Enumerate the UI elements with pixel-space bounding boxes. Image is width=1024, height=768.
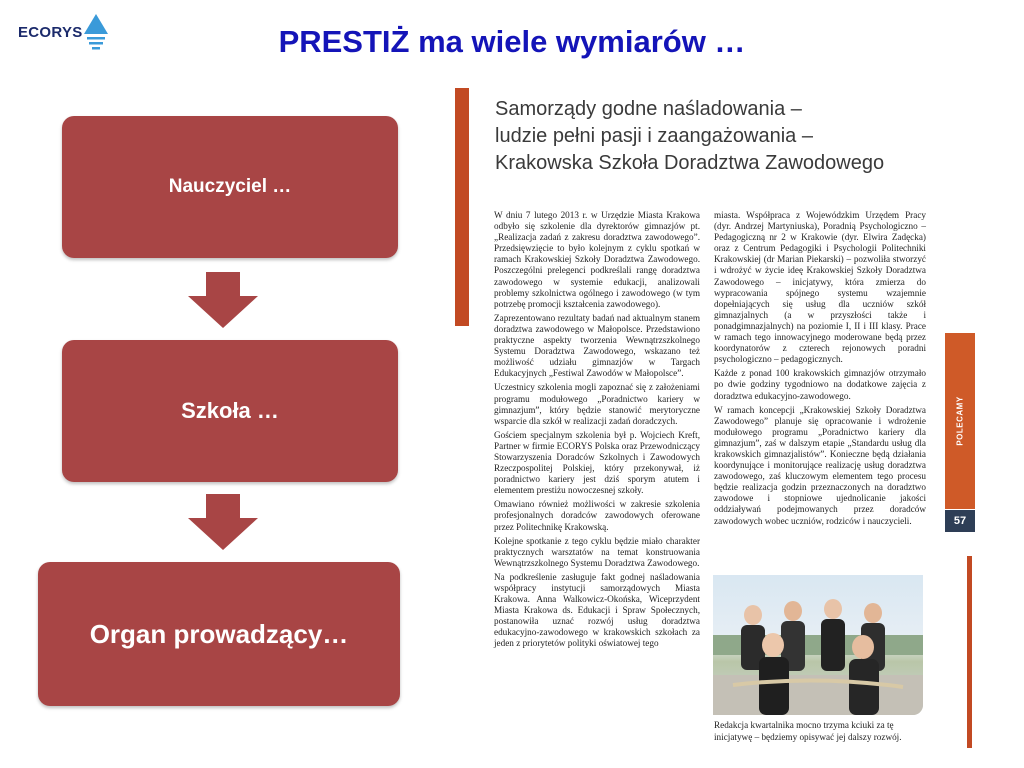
- section-tab: [945, 333, 975, 509]
- article-title-line: ludzie pełni pasji i zaangażowania –: [495, 125, 813, 147]
- article-paragraph: Zaprezentowano rezultaty badań nad aktualnym stanem doradztwa zawodowego w Małopolsce. Przedstawiono praktyczne aspekty tworzenia Wewnątrzszkolnego Systemu Doradztwa Zawodowego, wskazano też możliwość udziału gimnazjów w Targach Edukacyjnych „Festiwal Zawodów w Małopolsce”.: [494, 312, 700, 379]
- article-paragraph: Kolejne spotkanie z tego cyklu będzie miało charakter praktycznych warsztatów na temat konstruowania Wewnątrzszkolnego Systemu Doradztwa Zawodowego.: [494, 535, 700, 568]
- article-title-line: Samorządy godne naśladowania –: [495, 98, 802, 120]
- article-title: [495, 96, 935, 177]
- article-paragraph: Omawiano również możliwości w zakresie szkolenia profesjonalnych doradców zawodowych oferowane przez Politechnikę Krakowską.: [494, 499, 700, 532]
- article-paragraph: Na podkreślenie zasługuje fakt godnej naśladowania współpracy instytucji samorządowych Miasta Krakowa. Anna Walkowicz-Okońska, Wiceprzydent Miasta Krakowa ds. Edukacji i Spraw Społecznych, postanowiła uznać rozwój usług doradztwa edukacyjno-zawodowego w krakowskich szkołach za jeden z priorytetów polityki oświatowej tego: [494, 571, 700, 649]
- flow-box-school: Szkoła …: [62, 340, 398, 482]
- article-title-line: Krakowska Szkoła Doradztwa Zawodowego: [495, 152, 885, 174]
- flow-box-governing-body: Organ prowadzący…: [38, 562, 400, 706]
- article-paragraph: miasta. Współpraca z Wojewódzkim Urzędem Pracy (dyr. Andrzej Martyniuska), Poradnią Psychologiczno – Pedagogiczną nr 2 w Krakowie (dyr. Elwira Zadęcka) oraz z Centrum Pedagogiki i Psychologii Politechniki Krakowskiej (dr Marian Piekarski) – pozwoliła stworzyć i wdrożyć w życie ideę Krakowskiej Szkoły Doradztwa Zawodowego – inicjatywy, która zmierza do wypracowania spójnego systemu wzajemnie dopełniających się usług dla uczniów szkół gimnazjalnych (a w przyszłości także i ponadgimnazjalnych) na poziomie I, II i III klasy. Prace w ramach tego innowacyjnego moderowane będą przez koordynatorów z czterech rejonowych poradni psychologiczno – pedagogicznych.: [714, 210, 926, 365]
- logo-text: ECORYS: [18, 24, 83, 41]
- article-column-left: [494, 210, 700, 653]
- article-paragraph: Gościem specjalnym szkolenia był p. Wojciech Kreft, Partner w firmie ECORYS Polska oraz Przewodniczący Stowarzyszenia Doradców Szkolnych i Zawodowych Rzeczpospolitej Polskiej, który przekonywał, iż poradnictwo kariery jest dziś sporym atutem i elementem prestiżu nowoczesnej szkoły.: [494, 429, 700, 496]
- down-arrow-icon: [188, 494, 258, 550]
- down-arrow-icon: [188, 272, 258, 328]
- page-number: 57: [945, 510, 975, 532]
- group-photo: [713, 575, 923, 715]
- article-paragraph: W dniu 7 lutego 2013 r. w Urzędzie Miasta Krakowa odbyło się szkolenie dla dyrektorów gimnazjów pt. „Realizacja zadań z zakresu doradztwa zawodowego”. Przedsięwzięcie to było kolejnym z cyklu spotkań w ramach Krakowskiej Szkoły Doradztwa Zawodowego. Poszczególni prelegenci podkreślali rangę doradztwa zawodowego w systemie edukacji, analizowali problemy szkolnictwa ogólnego i zawodowego (w tym potrzebę promocji kształcenia zawodowego).: [494, 210, 700, 309]
- people-photo-illustration: [713, 575, 923, 715]
- accent-bar: [967, 556, 972, 748]
- photo-caption: Redakcja kwartalnika mocno trzyma kciuki za tę inicjatywę – będziemy opisywać jej dalszy rozwój.: [714, 720, 902, 742]
- magazine-article: [455, 88, 975, 758]
- accent-bar: [455, 88, 469, 326]
- flow-box-teacher: Nauczyciel …: [62, 116, 398, 258]
- article-paragraph: Uczestnicy szkolenia mogli zapoznać się z założeniami programu modułowego „Poradnictwo kariery w gimnazjum”, który będzie stanowić merytoryczne wsparcie dla szkół w realizacji zadań doradczych.: [494, 382, 700, 426]
- slide-title: PRESTIŻ ma wiele wymiarów …: [278, 24, 746, 59]
- article-column-right: [714, 210, 926, 530]
- section-tab-label: POLECAMY: [955, 396, 965, 446]
- article-paragraph: W ramach koncepcji „Krakowskiej Szkoły Doradztwa Zawodowego” planuje się opracowanie i wdrożenie modułowego programu „Poradnictwo kariery dla gimnazjum”, zaś w dalszym etapie „Standardu usług dla krakowskich gimnazjalistów”. Konieczne będą działania koordynujące i monitorujące realizację usług doradztwa zawodowego, zaś kluczowym elementem tego procesu będzie realizacja godzin przeznaczonych na doradztwo zawodowe i stopniowe ujednolicanie jakości oddziaływań podejmowanych przez doradców zawodowych wobec uczniów, rodziców i nauczycieli.: [714, 404, 926, 526]
- article-paragraph: Każde z ponad 100 krakowskich gimnazjów otrzymało po dwie godziny tygodniowo na dodatkowe zajęcia z doradztwa edukacyjno-zawodowego.: [714, 368, 926, 401]
